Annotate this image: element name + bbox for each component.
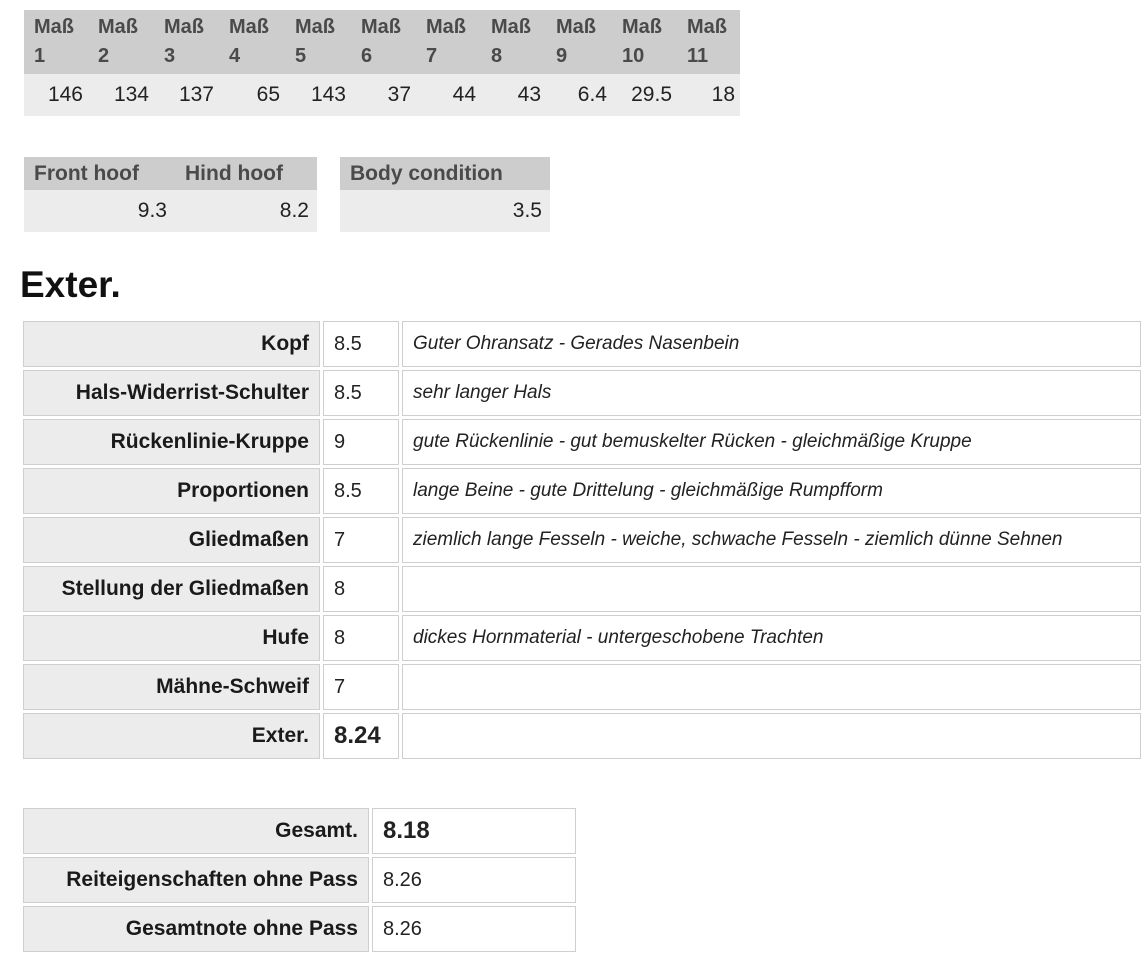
exterior-row [23,321,1141,367]
measure-header-8: Maß 8 [481,10,546,74]
measure-value-1: 146 [24,74,88,116]
exterior-row [23,566,1141,612]
total-row-overall-no-pass [23,906,576,952]
exterior-row [23,517,1141,563]
hoof-table [24,157,317,232]
exterior-row [23,615,1141,661]
measurements-value-row [24,74,740,116]
front-hoof-label: Front hoof [24,157,175,190]
exterior-row-score: 8 [323,566,399,612]
exterior-row-label: Hufe [23,615,320,661]
measure-value-3: 137 [154,74,219,116]
exterior-row-comment: lange Beine - gute Drittelung - gleichmäßige Rumpfform [402,468,1141,514]
measurements-header-row [24,10,740,74]
body-condition-label: Body condition [340,157,550,190]
measure-value-6: 37 [351,74,416,116]
exterior-row-comment: sehr langer Hals [402,370,1141,416]
exterior-row [23,419,1141,465]
measurements-table [24,10,740,116]
body-condition-value: 3.5 [340,190,550,232]
measure-value-11: 18 [677,74,740,116]
measure-header-2: Maß 2 [88,10,154,74]
exterior-row-score: 8.5 [323,370,399,416]
measure-header-7: Maß 7 [416,10,481,74]
exterior-row [23,370,1141,416]
hind-hoof-value: 8.2 [175,190,317,232]
measure-header-4: Maß 4 [219,10,285,74]
total-overall-label: Gesamt. [23,808,369,854]
measure-value-2: 134 [88,74,154,116]
hind-hoof-label: Hind hoof [175,157,317,190]
exterior-row-score: 9 [323,419,399,465]
exterior-row-comment: dickes Hornmaterial - untergeschobene Trachten [402,615,1141,661]
measure-header-1: Maß 1 [24,10,88,74]
exterior-row-score: 7 [323,517,399,563]
measure-header-9: Maß 9 [546,10,612,74]
total-overall-score: 8.18 [372,808,576,854]
total-no-pass-label: Gesamtnote ohne Pass [23,906,369,952]
total-row-overall [23,808,576,854]
exterior-row-label: Hals-Widerrist-Schulter [23,370,320,416]
exterior-row [23,664,1141,710]
exterior-row-comment [402,566,1141,612]
measure-value-8: 43 [481,74,546,116]
exterior-row-label: Gliedmaßen [23,517,320,563]
exterior-row-score: 8.5 [323,468,399,514]
exterior-table [20,318,1144,762]
total-riding-score: 8.26 [372,857,576,903]
measure-header-5: Maß 5 [285,10,351,74]
measure-header-10: Maß 10 [612,10,677,74]
exterior-row-score: 7 [323,664,399,710]
exterior-row-label: Proportionen [23,468,320,514]
exterior-row-score: 8 [323,615,399,661]
body-condition-table [340,157,550,232]
front-hoof-value: 9.3 [24,190,175,232]
exterior-total-score: 8.24 [323,713,399,759]
exterior-row-comment: gute Rückenlinie - gut bemuskelter Rücken - gleichmäßige Kruppe [402,419,1141,465]
exterior-row-label: Rückenlinie-Kruppe [23,419,320,465]
measure-value-10: 29.5 [612,74,677,116]
measure-value-4: 65 [219,74,285,116]
exterior-row-comment: ziemlich lange Fesseln - weiche, schwache Fesseln - ziemlich dünne Sehnen [402,517,1141,563]
exterior-heading: Exter. [20,264,121,305]
exterior-row-label: Mähne-Schweif [23,664,320,710]
total-no-pass-score: 8.26 [372,906,576,952]
exterior-row-label: Stellung der Gliedmaßen [23,566,320,612]
total-riding-label: Reiteigenschaften ohne Pass [23,857,369,903]
measure-header-3: Maß 3 [154,10,219,74]
measure-value-9: 6.4 [546,74,612,116]
total-row-riding [23,857,576,903]
totals-table [20,805,579,955]
measure-header-11: Maß 11 [677,10,740,74]
exterior-row-comment: Guter Ohransatz - Gerades Nasenbein [402,321,1141,367]
exterior-total-row [23,713,1141,759]
exterior-row-score: 8.5 [323,321,399,367]
measure-header-6: Maß 6 [351,10,416,74]
exterior-total-comment [402,713,1141,759]
exterior-row [23,468,1141,514]
exterior-row-label: Kopf [23,321,320,367]
measure-value-7: 44 [416,74,481,116]
measure-value-5: 143 [285,74,351,116]
exterior-total-label: Exter. [23,713,320,759]
exterior-row-comment [402,664,1141,710]
